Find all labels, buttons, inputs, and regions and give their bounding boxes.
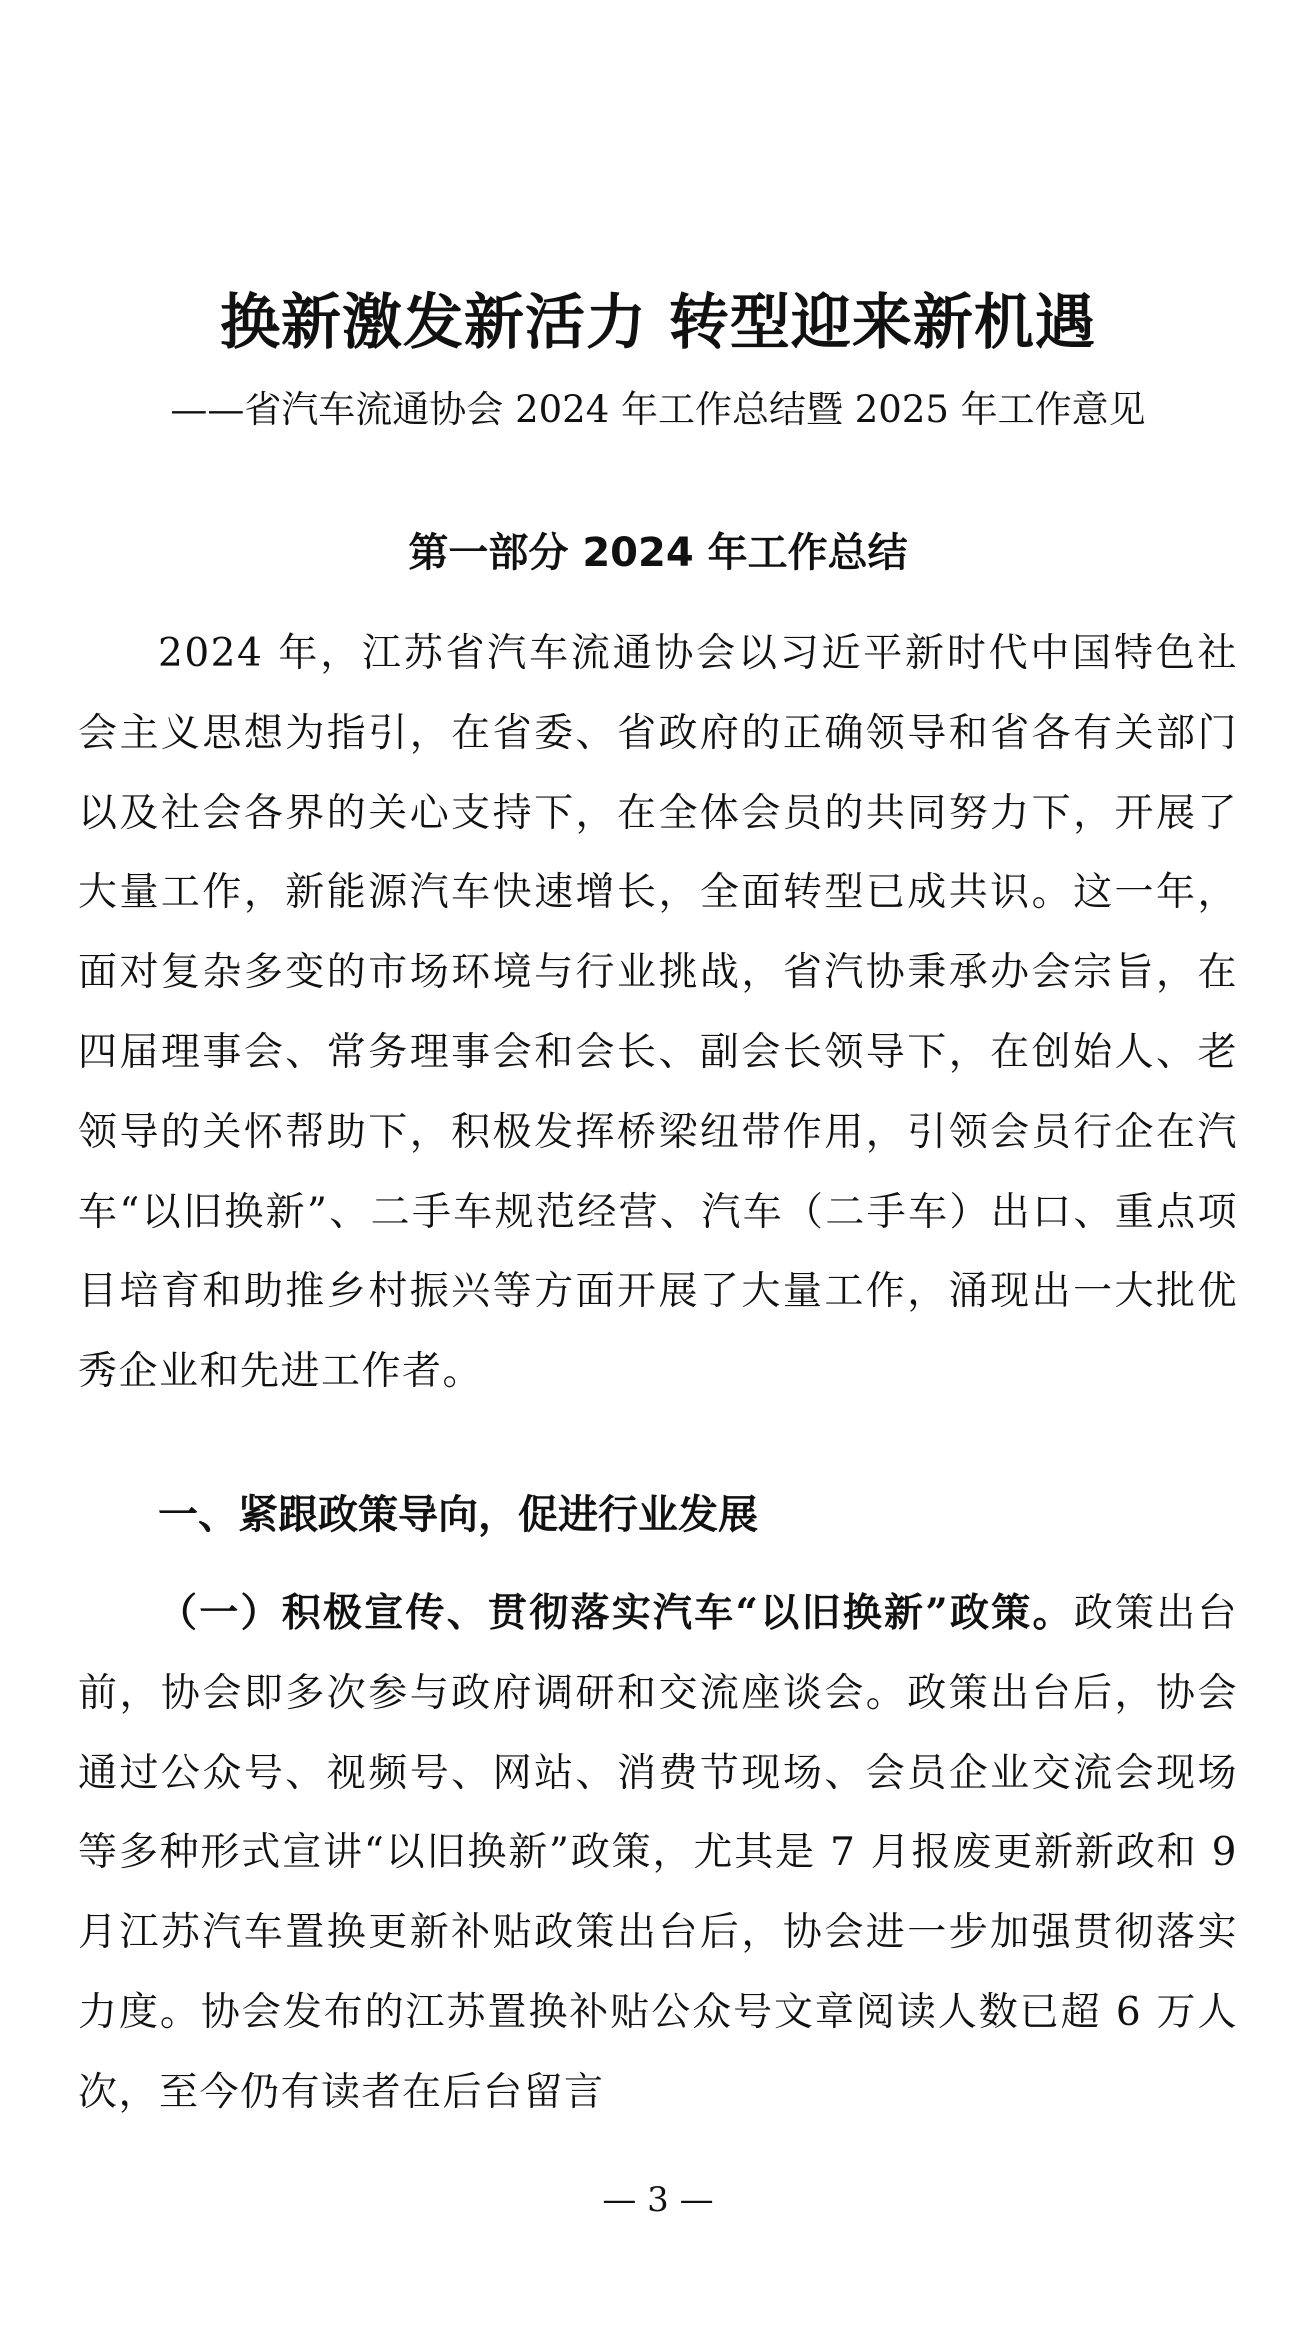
part-heading: 第一部分 2024 年工作总结	[408, 530, 908, 576]
section-heading: 一、紧跟政策导向，促进行业发展	[158, 1492, 758, 1538]
document-title: 换新激发新活力 转型迎来新机遇	[220, 288, 1096, 358]
subsection-body: 政策出台前，协会即多次参与政府调研和交流座谈会。政策出台后，协会通过公众号、视频号、网站、消费节现场、会员企业交流会现场等多种形式宣讲“以旧换新”政策，尤其是 7 月报废更新新政和 9 月江苏汽车置换更新补贴政策出台后，协会进一步加强贯彻落实力度。协会发布的江苏置换补贴公众号文章阅读人数已超 6 万人次，至今仍有读者在后台留言	[78, 1591, 1238, 2115]
subsection-paragraph	[78, 1574, 1238, 2133]
page-number: — 3 —	[602, 2180, 714, 2220]
intro-paragraph: 2024 年，江苏省汽车流通协会以习近平新时代中国特色社会主义思想为指引，在省委、省政府的正确领导和省各有关部门以及社会各界的关心支持下，在全体会员的共同努力下，开展了大量工作，新能源汽车快速增长，全面转型已成共识。这一年，面对复杂多变的市场环境与行业挑战，省汽协秉承办会宗旨，在四届理事会、常务理事会和会长、副会长领导下，在创始人、老领导的关怀帮助下，积极发挥桥梁纽带作用，引领会员行企在汽车“以旧换新”、二手车规范经营、汽车（二手车）出口、重点项目培育和助推乡村振兴等方面开展了大量工作，涌现出一大批优秀企业和先进工作者。	[78, 631, 1238, 1395]
document-subtitle: ——省汽车流通协会 2024 年工作总结暨 2025 年工作意见	[170, 388, 1146, 431]
subsection-lead: （一）积极宣传、贯彻落实汽车“以旧换新”政策。	[158, 1590, 1074, 1636]
